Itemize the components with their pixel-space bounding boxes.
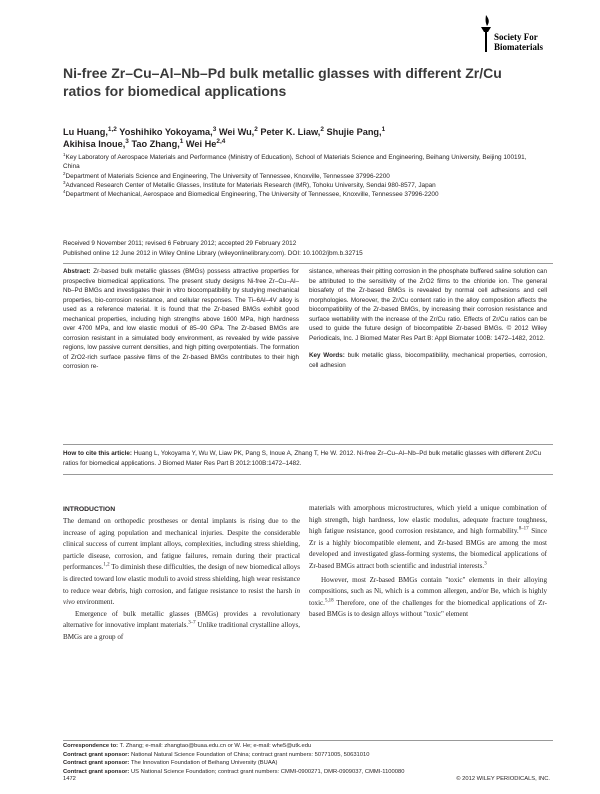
- author: Tao Zhang,$^1$: [128, 137, 184, 149]
- abstract-text: Abstract: Zr-based bulk metallic glasses (BMGs) possess attractive properties for prospective biomedical applications. The present study designs Ni-free Zr–Cu–Al–Nb–Pd BMGs and investigates their in vitro biocompatibility by studying mechanical properties, bio-corrosion resistance, and cellular responses. The Ti–6Al–4V alloy is used as a reference material. It is found that the Zr-based BMGs exhibit good mechanical properties, including high strengths above 1600 MPa, high hardness over 4700 MPa, and low elastic moduli of 85–90 GPa. The Zr-based BMGs are corrosion resistant in a simulated body environment, as revealed by wide passive regions, low passive current densities, and high pitting overpotentials. The formation of ZrO2-rich surface passive films of the Zr-based BMGs contributes to their high corrosion re-: [63, 268, 300, 371]
- footnote: Correspondence to: T. Zhang; e-mail: zhangtao@buaa.edu.cn or W. He; e-mail: whe5@utk.edu: [63, 743, 312, 749]
- divider: [63, 740, 553, 741]
- dates: [63, 239, 543, 258]
- body-left-column: [63, 506, 300, 644]
- affiliation: $^3$Advanced Research Center of Metallic Glasses, Institute for Materials Research (IMR), Tohoku University, Sendai 980-8577, Japan: [63, 179, 436, 189]
- paragraph: The demand on orthopedic prostheses or dental implants is rising due to the increase of aging population and mechanical injuries. Despite the considerable clinical success of current implant alloys, complexities, including stress shielding, particle disease, corrosion, and fatigue failures, remain during their practical performances.$^{1,2}$ To diminish these difficulties, the design of new biomedical alloys is directed toward low elastic moduli to avoid stress shielding, high wear resistance to reduce wear debris, high corrosion, and fatigue resistance to resist the harsh in vivo environment.: [63, 517, 300, 607]
- abstract-text-continued: sistance, whereas their pitting corrosion in the phosphate buffered saline solution can be attributed to the sensitivity of the ZrO2 films to the chloride ion. The general biosafety of the Zr-based BMGs is revealed by normal cell adhesions and cell morphologies. Moreover, the Zr/Cu content ratio in the alloy composition affects the biocompatibility of the Zr-based BMGs, by increasing their corrosion resistance and surface wettability with the increase of the Zr/Cu ratio. Effects of Zr/Cu ratios can be used to guide the future design of biocompatible Zr-based BMGs. © 2012 Wiley Periodicals, Inc. J Biomed Mater Res Part B: Appl Biomater 100B: 1472–1482, 2012.: [309, 268, 547, 342]
- paragraph: However, most Zr-based BMGs contain "toxic" elements in their alloying compositions, such as Ni, which is a common allergen, and/or Be, which is highly toxic.$^{5,18}$ Therefore, one of the challenges for the biomedical applications of Zr-based BMGs is to design alloys without "toxic" element: [309, 575, 547, 619]
- section-heading: INTRODUCTION: [63, 506, 116, 513]
- body-right-column: [309, 503, 547, 621]
- abstract-left-column: [63, 267, 299, 372]
- affiliation: $^1$Key Laboratory of Aerospace Materials and Performance (Ministry of Education), School of Materials Science and Engineering, Beihang University, Beijing 100191, China: [63, 151, 527, 171]
- divider: [63, 263, 553, 264]
- author: Akihisa Inoue,$^3$: [63, 137, 129, 149]
- footnote: Contract grant sponsor: The Innovation Foundation of Beihang University (BUAA): [63, 760, 278, 767]
- affiliations: [63, 153, 543, 199]
- paragraph: Emergence of bulk metallic glasses (BMGs) provides a revolutionary alternative for innovative implant materials.$^{3-7}$ Unlike traditional crystalline alloys, BMGs are a group of: [63, 609, 300, 641]
- footnote: Contract grant sponsor: National Natural Science Foundation of China; contract grant numbers: 50771005, 50631010: [63, 751, 370, 758]
- author: Lu Huang,$^{1,2}$: [63, 125, 117, 137]
- keywords: Key Words: bulk metallic glass, biocompatibility, mechanical properties, corrosion, cell adhesion: [309, 352, 548, 369]
- authors-line1: [63, 126, 503, 138]
- author: Wei Wu,$^2$: [216, 125, 258, 137]
- divider: [63, 444, 553, 445]
- affiliation: $^2$Department of Materials Science and Engineering, The University of Tennessee, Knoxville, Tennessee 37996-2200: [63, 170, 390, 180]
- page-number: 1472: [63, 776, 76, 782]
- divider: [63, 474, 553, 475]
- author: Peter K. Liaw,$^2$: [257, 125, 324, 137]
- how-to-cite: How to cite this article: Huang L, Yokoyama Y, Wu W, Liaw PK, Pang S, Inoue A, Zhang T, He W. 2012. Ni-free Zr–Cu–Al–Nb–Pd bulk metallic glasses with different Zr/Cu ratios for biomedical applications. J Biomed Mater Res Part B 2012:100B:1472–1482.: [63, 450, 542, 467]
- abstract-right-column: [309, 267, 547, 370]
- torch-icon: [478, 14, 494, 54]
- copyright: © 2012 WILEY PERIODICALS, INC.: [456, 776, 550, 782]
- affiliation: $^4$Department of Mechanical, Aerospace and Biomedical Engineering, The University of Tennessee, Knoxville, Tennessee 37996-2200: [63, 189, 439, 199]
- paragraph: materials with amorphous microstructures, which yield a unique combination of high strength, high hardness, low elastic modulus, adequate fracture toughness, high fatigue resistance, good corrosion resistance, and high formability.$^{8-17}$ Since Zr is a highly biocompatible element, and Zr-based BMGs are among the most developed and investigated glass-forming systems, the biomedical applications of Zr-based BMGs attract both scientific and industrial interests.$^3$: [309, 504, 547, 570]
- published-date: Published online 12 June 2012 in Wiley Online Library (wileyonlinelibrary.com). DOI: 10.1002/jbm.b.32715: [63, 249, 363, 257]
- author: Wei He$^{2,4}$: [183, 137, 226, 149]
- article-title: Ni-free Zr–Cu–Al–Nb–Pd bulk metallic glasses with different Zr/Cu ratios for biomedical applications: [63, 65, 502, 99]
- society-name: [494, 32, 543, 52]
- logo-line1: Society For: [494, 32, 538, 42]
- logo-line2: Biomaterials: [494, 42, 543, 52]
- author: Yoshihiko Yokoyama,$^3$: [116, 125, 217, 137]
- footnote: Contract grant sponsor: US National Science Foundation; contract grant numbers: CMMI-0900271, DMR-0909037, CMMI-1100080: [63, 768, 405, 775]
- footnotes: [63, 742, 553, 776]
- society-logo: [478, 14, 588, 58]
- authors: [63, 126, 503, 150]
- author: Shujie Pang,$^1$: [323, 125, 386, 137]
- authors-line2: [63, 138, 503, 150]
- received-date: Received 9 November 2011; revised 6 February 2012; accepted 29 February 2012: [63, 240, 297, 247]
